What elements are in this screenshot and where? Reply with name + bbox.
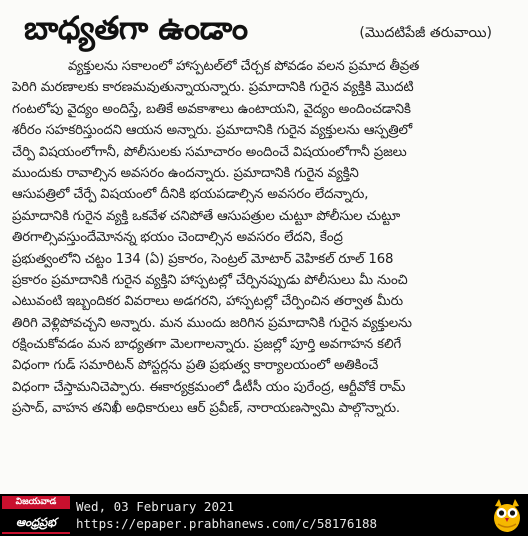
article-line: ప్రమాదానికి గురైన వ్యక్తి ఒకవేళ చనిపోతే ఆసుపత్రుల చుట్టూ పోలీసుల చుట్టూ	[12, 208, 401, 224]
publish-date: Wed, 03 February 2021	[76, 499, 235, 514]
article-line: ప్రభుత్వంలోని చట్టం 134 (ఏ) ప్రకారం, సెంట్రల్ మోటార్ వెహికల్ రూల్ 168	[12, 251, 394, 267]
brand-edition-label: విజయవాడ	[2, 496, 70, 509]
article-url-link[interactable]: https://epaper.prabhanews.com/c/58176188	[76, 516, 378, 531]
headline-row	[6, 6, 522, 52]
article-line: విధంగా గుడ్ సమారిటన్ పోస్టర్లను ప్రతి ప్రభుత్వ కార్యాలయంలో అతికించే	[12, 358, 379, 374]
article-body	[12, 56, 520, 420]
article-line: శరీరం సహకరిస్తుందని ఆయన అన్నారు. ప్రమాదానికి గురైన వ్యక్తులను ఆస్పత్రిలో	[12, 123, 413, 139]
continued-from-note: (మొదటిపేజీ తరువాయి)	[359, 25, 492, 41]
newspaper-logo[interactable]	[2, 496, 70, 534]
article-headline: బాధ్యతగా ఉండాం	[24, 9, 248, 47]
article-line: రక్షించుకోవడం మన బాధ్యతగా మెలగాలన్నారు. ప్రజల్లో పూర్తి అవగాహన కలిగే	[12, 337, 402, 353]
brand-name-label: ఆంధ్రప్రభ	[2, 510, 70, 534]
article-line: ఆసుపత్రిలో చేర్పే విషయంలో దీనికి భయపడాల్సిన అవసరం లేదన్నారు,	[12, 187, 369, 203]
article-line: వ్యక్తులను సకాలంలో హాస్పటల్‌లో చేర్చక పోవడం వలన ప్రమాద తీవ్రత	[68, 59, 420, 74]
article-line: తిరగాల్సివస్తుందేమోనన్న భయం చెందాల్సిన అవసరం లేదని, కేంద్ర	[12, 230, 343, 246]
article-line: ప్రకారం ప్రమాదానికి గురైన వ్యక్తిని హాస్పటల్లో చేర్పినప్పుడు పోలీసులు మీ నుంచి	[12, 272, 408, 288]
article-line: విధంగా చేస్తామనిచెప్పారు. ఈకార్యక్రమంలో డీటీసీ యం పురేంద్ర, ఆర్టీవోకే రామ్	[12, 379, 406, 395]
article-line: పెరిగి మరణాలకు కారణమవుతున్నాయన్నారు. ప్రమాదానికి గురైన వ్యక్తికి మొదటి	[12, 80, 414, 96]
article-line: ముందుకు రావాల్సిన అవసరం ఉందన్నారు. ప్రమాదానికి గురైన వ్యక్తిని	[12, 165, 359, 181]
article-line: తిరిగి వెళ్లిపోవచ్చని అన్నారు. మన ముందు జరిగిన ప్రమాదానికి గురైన వ్యక్తులను	[12, 315, 412, 331]
epaper-footer	[0, 494, 528, 536]
article-line: చేర్పి విషయంలోగానీ, పోలీసులకు సమాచారం అందించే విషయంలోగానీ ప్రజలు	[12, 144, 407, 160]
article-line: గంటలోపు వైద్యం అందిస్తే, బతికే అవకాశాలు ఉంటాయని, వైద్యం అందించడానికి	[12, 101, 411, 117]
owl-mascot-icon	[490, 497, 524, 533]
article-line: ప్రసాద్, వాహన తనిఖీ అధికారులు ఆర్ ప్రవీణ్, నారాయణస్వామి పాల్గొన్నారు.	[12, 401, 400, 417]
article-line: ఎటువంటి ఇబ్బందికర వివరాలు అడగరని, హాస్పటల్లో చేర్పించిన తర్వాత మీరు	[12, 294, 403, 310]
